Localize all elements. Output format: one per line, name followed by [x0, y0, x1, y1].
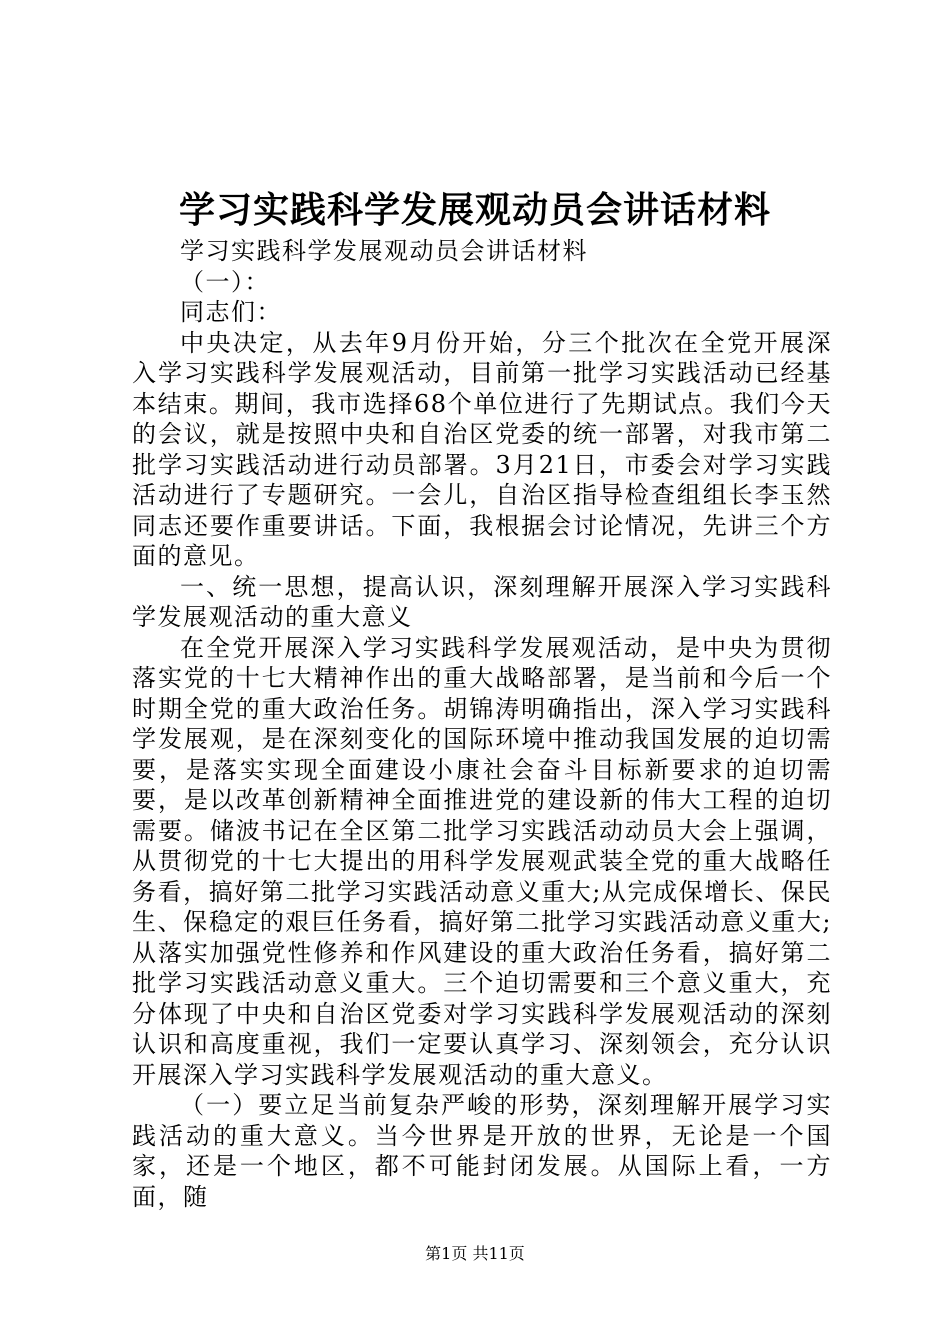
body-paragraph: 在全党开展深入学习实践科学发展观活动，是中央为贯彻落实党的十七大精神作出的重大战略部署，是当前和今后一个时期全党的重大政治任务。胡锦涛明确指出，深入学习实践科学发展观，是在深刻变化的国际环境中推动我国发展的迫切需要，是落实实现全面建设小康社会奋斗目标新要求的迫切需要，是以改革创新精神全面推进党的建设新的伟大工程的迫切需要。储波书记在全区第二批学习实践活动动员大会上强调，从贯彻党的十七大提出的用科学发展观武装全党的重大战略任务看，搞好第二批学习实践活动意义重大;从完成保增长、保民生、保稳定的艰巨任务看，搞好第二批学习实践活动意义重大;从落实加强党性修养和作风建设的重大政治任务看，搞好第二批学习实践活动意义重大。三个迫切需要和三个意义重大，充分体现了中央和自治区党委对学习实践科学发展观活动的深刻认识和高度重视，我们一定要认真学习、深刻领会，充分认识开展深入学习实践科学发展观活动的重大意义。	[132, 633, 832, 1089]
subtitle-paragraph: 学习实践科学发展观动员会讲话材料	[180, 237, 588, 265]
section-number-paragraph: （一）：	[180, 267, 270, 296]
page-footer: 第1页 共11页	[425, 1244, 525, 1263]
salutation-paragraph: 同志们：	[180, 298, 282, 326]
document-title: 学习实践科学发展观动员会讲话材料	[178, 189, 771, 231]
section-heading-1: 一、统一思想，提高认识，深刻理解开展深入学习实践科学发展观活动的重大意义	[132, 572, 832, 631]
intro-paragraph: 中央决定，从去年9月份开始，分三个批次在全党开展深入学习实践科学发展观活动，目前第一批学习实践活动已经基本结束。期间，我市选择68个单位进行了先期试点。我们今天的会议，就是按照中央和自治区党委的统一部署，对我市第二批学习实践活动进行动员部署。3月21日，市委会对学习实践活动进行了专题研究。一会儿，自治区指导检查组组长李玉然同志还要作重要讲话。下面，我根据会讨论情况，先讲三个方面的意见。	[132, 328, 832, 570]
body-paragraph: （一）要立足当前复杂严峻的形势，深刻理解开展学习实践活动的重大意义。当今世界是开放的世界，无论是一个国家，还是一个地区，都不可能封闭发展。从国际上看，一方面，随	[132, 1091, 832, 1211]
document-body	[132, 236, 832, 1212]
